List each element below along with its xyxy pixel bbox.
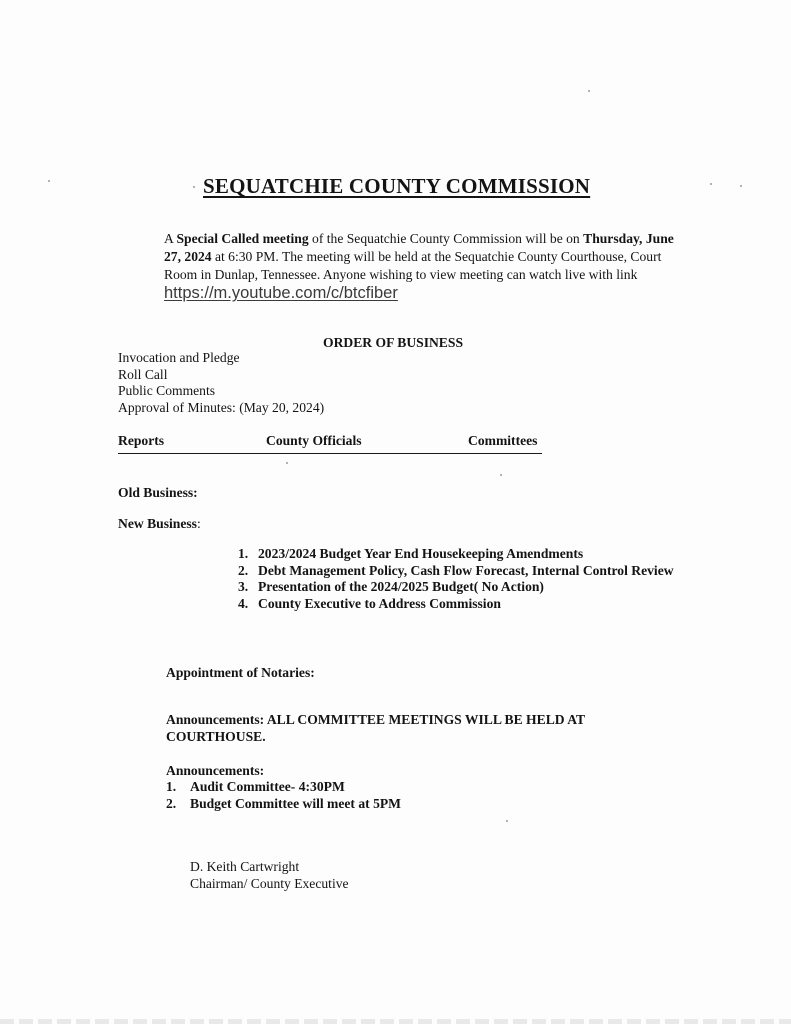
document-title: SEQUATCHIE COUNTY COMMISSION [203, 174, 591, 198]
scan-speck [710, 183, 712, 185]
agenda-item-roll-call: Roll Call [118, 366, 168, 382]
intro-text-1: A [164, 231, 177, 246]
signer-name: D. Keith Cartwright [190, 859, 300, 874]
new-business-list [238, 546, 678, 612]
scan-speck [500, 474, 502, 476]
signature-block [190, 858, 349, 892]
intro-meeting-type: Special Called meeting [176, 231, 309, 246]
item-number: 4. [238, 595, 249, 611]
meeting-announcement-paragraph [164, 230, 684, 303]
scan-speck [193, 186, 195, 188]
item-number: 2. [166, 795, 177, 811]
new-business-item [238, 579, 678, 596]
scan-speck [588, 90, 590, 92]
item-number: 2. [238, 562, 249, 578]
intro-meeting-date: Thursday, June 27, 2024 [164, 231, 674, 264]
item-text: 2023/2024 Budget Year End Housekeeping Amendments [258, 546, 584, 561]
agenda-item-approval-minutes: Approval of Minutes: (May 20, 2024) [118, 399, 325, 415]
agenda-item-public-comments: Public Comments [118, 383, 216, 398]
order-of-business-heading: ORDER OF BUSINESS [323, 335, 463, 350]
signer-title: Chairman/ County Executive [190, 876, 349, 891]
new-business-colon: : [196, 516, 201, 531]
item-number: 1. [238, 546, 249, 561]
scan-speck [48, 180, 50, 182]
scan-edge-artifact [0, 1019, 791, 1024]
item-text: County Executive to Address Commission [258, 595, 501, 611]
header-reports: Reports [118, 433, 165, 448]
order-of-business-list [118, 350, 324, 416]
item-number: 3. [238, 579, 249, 594]
item-text: Audit Committee- 4:30PM [190, 779, 345, 794]
new-business-item [238, 546, 678, 563]
item-text: Debt Management Policy, Cash Flow Forecast, Internal Control Review [258, 562, 674, 578]
agenda-item-invocation: Invocation and Pledge [118, 350, 240, 365]
appointment-of-notaries-label: Appointment of Notaries: [166, 665, 315, 680]
scan-speck [506, 820, 508, 822]
section-headers-row [118, 433, 542, 454]
item-text: Presentation of the 2024/2025 Budget( No Action) [258, 579, 544, 594]
item-text: Budget Committee will meet at 5PM [190, 795, 402, 811]
scan-speck [740, 185, 742, 187]
intro-text-2: of the Sequatchie County Commission will be on [308, 231, 584, 246]
header-county-officials: County Officials [266, 433, 362, 448]
new-business-item [238, 563, 678, 580]
header-committees: Committees [468, 433, 538, 448]
announcements-heading: Announcements: [166, 763, 265, 778]
item-number: 1. [166, 779, 177, 794]
announcement-item [166, 779, 401, 796]
new-business-label [118, 516, 201, 532]
intro-text-3: at 6:30 PM. The meeting will be held at the Sequatchie County Courthouse, Court Room in Dunlap, Tennessee. Anyone wishing to view meeting can watch live with link [164, 249, 662, 282]
new-business-item [238, 596, 678, 613]
scan-speck [286, 462, 288, 464]
old-business-label: Old Business: [118, 485, 198, 500]
livestream-link[interactable]: https://m.youtube.com/c/btcfiber [164, 284, 398, 302]
committee-meetings-announcement: Announcements: ALL COMMITTEE MEETINGS WILL BE HELD AT COURTHOUSE. [166, 712, 585, 744]
new-business-text: New Business [118, 516, 197, 531]
announcement-item [166, 796, 401, 813]
announcements-list [166, 779, 401, 812]
